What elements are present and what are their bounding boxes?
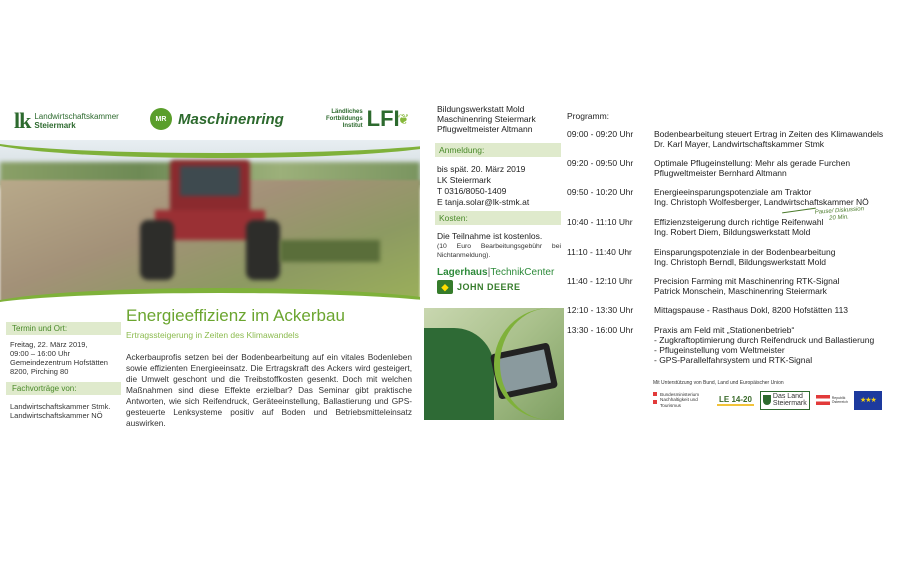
- organizer-line: Maschinenring Steiermark: [437, 114, 536, 124]
- anmeldung-details: [437, 164, 529, 208]
- program-time: 11:10 - 11:40 Uhr: [567, 247, 632, 257]
- le-logo: LE 14-20: [719, 394, 752, 404]
- maschinenring-logo: [150, 108, 284, 130]
- partner-logos: [0, 100, 420, 140]
- lfi-text-2: Fortbildungs: [326, 115, 363, 122]
- land-line: Steiermark: [772, 400, 807, 407]
- anmeldung-line: bis spät. 20. März 2019: [437, 164, 526, 174]
- termin-line: Freitag, 22. März 2019,: [10, 340, 88, 349]
- program-speaker: Pflugweltmeister Bernhard Altmann: [654, 168, 787, 178]
- lfi-text-3: Institut: [342, 122, 363, 129]
- tractor-hero-image: [0, 140, 420, 302]
- lk-logo-mark: lk: [14, 108, 31, 133]
- program-topic: Optimale Pflugeinstellung: Mehr als gerade Furchen: [654, 158, 851, 168]
- program-topic: Praxis am Feld mit „Stationenbetrieb“: [654, 325, 795, 335]
- program-time: 11:40 - 12:10 Uhr: [567, 276, 633, 286]
- page-subtitle: Ertragssteigerung in Zeiten des Klimawandels: [126, 330, 299, 340]
- austria-flag-icon: [653, 392, 657, 404]
- program-speaker: Ing. Christoph Berndl, Bildungswerkstatt Mold: [654, 257, 826, 267]
- program-topic: Bodenbearbeitung steuert Ertrag in Zeiten des Klimawandels: [654, 129, 884, 139]
- termin-heading: Termin und Ort:: [6, 322, 121, 335]
- bmnt-logo: [653, 392, 711, 409]
- lagerhaus-text: Lagerhaus: [437, 267, 488, 278]
- organizer-line: Pflugweltmeister Altmann: [437, 124, 533, 134]
- eu-flag-icon: ★★★: [854, 391, 882, 410]
- program-topic: Precision Farming mit Maschinenring RTK-Signal: [654, 276, 840, 286]
- organizer-list: [437, 104, 536, 134]
- lagerhaus-sub: TechnikCenter: [490, 267, 555, 278]
- program-time: 09:50 - 10:20 Uhr: [567, 187, 634, 197]
- fach-line: Landwirtschaftskammer NÖ: [10, 411, 103, 420]
- mr-badge: MR: [150, 108, 172, 130]
- pause-arrow: [782, 208, 816, 214]
- lk-logo-text-2: Steiermark: [34, 121, 76, 130]
- program-time: 10:40 - 11:10 Uhr: [567, 217, 633, 227]
- shield-icon: [763, 395, 771, 405]
- john-deere-text: JOHN DEERE: [457, 282, 521, 292]
- program-time: 13:30 - 16:00 Uhr: [567, 325, 634, 335]
- program-topic: Effizienzsteigerung durch richtige Reifenwahl: [654, 217, 824, 227]
- kosten-text: Die Teilnahme ist kostenlos.: [437, 231, 543, 241]
- program-time: 09:20 - 09:50 Uhr: [567, 158, 634, 168]
- program-subitem: - Pflugeinstellung vom Weltmeister: [654, 345, 785, 355]
- termin-line: 09:00 – 16:00 Uhr: [10, 349, 71, 358]
- land-steiermark-logo: [760, 391, 810, 410]
- kosten-heading: Kosten:: [435, 211, 561, 225]
- leaf-icon: ❦: [397, 110, 410, 127]
- programm-heading: Programm:: [567, 111, 610, 121]
- program-speaker: Ing. Robert Diem, Bildungswerkstatt Mold: [654, 227, 811, 237]
- program-time: 12:10 - 13:30 Uhr: [567, 305, 634, 315]
- lfi-logo: [326, 106, 409, 132]
- bmnt-line: Tourismus: [660, 402, 681, 408]
- mr-logo-text: Maschinenring: [178, 110, 284, 128]
- lk-logo: [14, 108, 119, 134]
- program-topic: Mittagspause - Rasthaus Dokl, 8200 Hofstätten 113: [654, 305, 849, 315]
- program-subitem: - Zugkraftoptimierung durch Reifendruck und Ballastierung: [654, 335, 875, 345]
- termin-line: 8200, Pirching 80: [10, 367, 69, 376]
- john-deere-logo: [437, 280, 521, 294]
- anmeldung-line: LK Steiermark: [437, 175, 491, 185]
- at-line: Republik: [831, 396, 846, 400]
- tractor-illustration: [140, 160, 290, 280]
- sponsor-logos: [653, 388, 899, 412]
- organizer-line: Bildungswerkstatt Mold: [437, 104, 525, 114]
- pause-note-line: Pause/ Diskussion: [814, 206, 865, 216]
- program-topic: Einsparungspotenziale in der Bodenbearbeitung: [654, 247, 836, 257]
- bmnt-line: Nachhaltigkeit und: [660, 397, 698, 403]
- termin-details: [10, 340, 125, 376]
- republik-oesterreich-logo: [816, 395, 848, 405]
- program-time: 09:00 - 09:20 Uhr: [567, 129, 634, 139]
- anmeldung-phone: T 0316/8050-1409: [437, 186, 507, 196]
- lfi-text-1: Ländliches: [331, 108, 363, 115]
- fach-line: Landwirtschaftskammer Stmk.: [10, 402, 111, 411]
- fachvortraege-list: [10, 402, 125, 420]
- anmeldung-email[interactable]: E tanja.solar@lk-stmk.at: [437, 197, 530, 207]
- intro-paragraph: Ackerbauprofis setzen bei der Bodenbearbeitung auf ein vitales Bodenleben sowie effizienten Energieeinsatz. Die Ertragskraft des Ackers wird gesteigert, die Umwelt geschont und die Treibstoffkosten gesenkt. Doch mit welchen Maßnahmen sind diese Effekte erzielbar? Das Seminar gibt praktische Antworten, wie sich Reifendruck, Geräteeinstellung, Ballastierung und GPS-gesteuerte Lenksysteme positiv auf Boden und Betriebsmitteleinsatz auswirken.: [126, 352, 412, 428]
- at-line: Österreich: [831, 400, 848, 404]
- lfi-mark: LFI: [366, 106, 400, 131]
- deer-icon: ◆: [437, 280, 453, 294]
- program-topic: Energieeinsparungspotenziale am Traktor: [654, 187, 812, 197]
- austria-flag-icon: [816, 395, 830, 405]
- program-speaker: Dr. Karl Mayer, Landwirtschaftskammer Stmk: [654, 139, 825, 149]
- tablet-photo: [424, 308, 564, 420]
- lk-logo-text-1: Landwirtschaftskammer: [34, 112, 119, 121]
- fachvortraege-heading: Fachvorträge von:: [6, 382, 121, 395]
- anmeldung-heading: Anmeldung:: [435, 143, 561, 157]
- bmnt-line: Bundesministerium: [660, 391, 700, 397]
- program-subitem: - GPS-Parallelfahrsystem und RTK-Signal: [654, 355, 813, 365]
- kosten-note: (10 Euro Bearbeitungsgebühr bei Nichtanmeldung).: [437, 243, 561, 259]
- land-line: Das Land: [772, 392, 803, 400]
- page-title: Energieeffizienz im Ackerbau: [126, 306, 345, 325]
- termin-line: Gemeindezentrum Hofstätten: [10, 358, 108, 367]
- support-text: Mit Unterstützung von Bund, Land und Europäischer Union: [653, 380, 784, 386]
- program-speaker: Patrick Monschein, Maschinenring Steiermark: [654, 286, 827, 296]
- lagerhaus-logo: Lagerhaus|TechnikCenter: [437, 267, 555, 278]
- pause-note-line: 20 Min.: [829, 214, 850, 222]
- program-speaker: Ing. Christoph Wolfesberger, Landwirtschaftskammer NÖ: [654, 197, 869, 207]
